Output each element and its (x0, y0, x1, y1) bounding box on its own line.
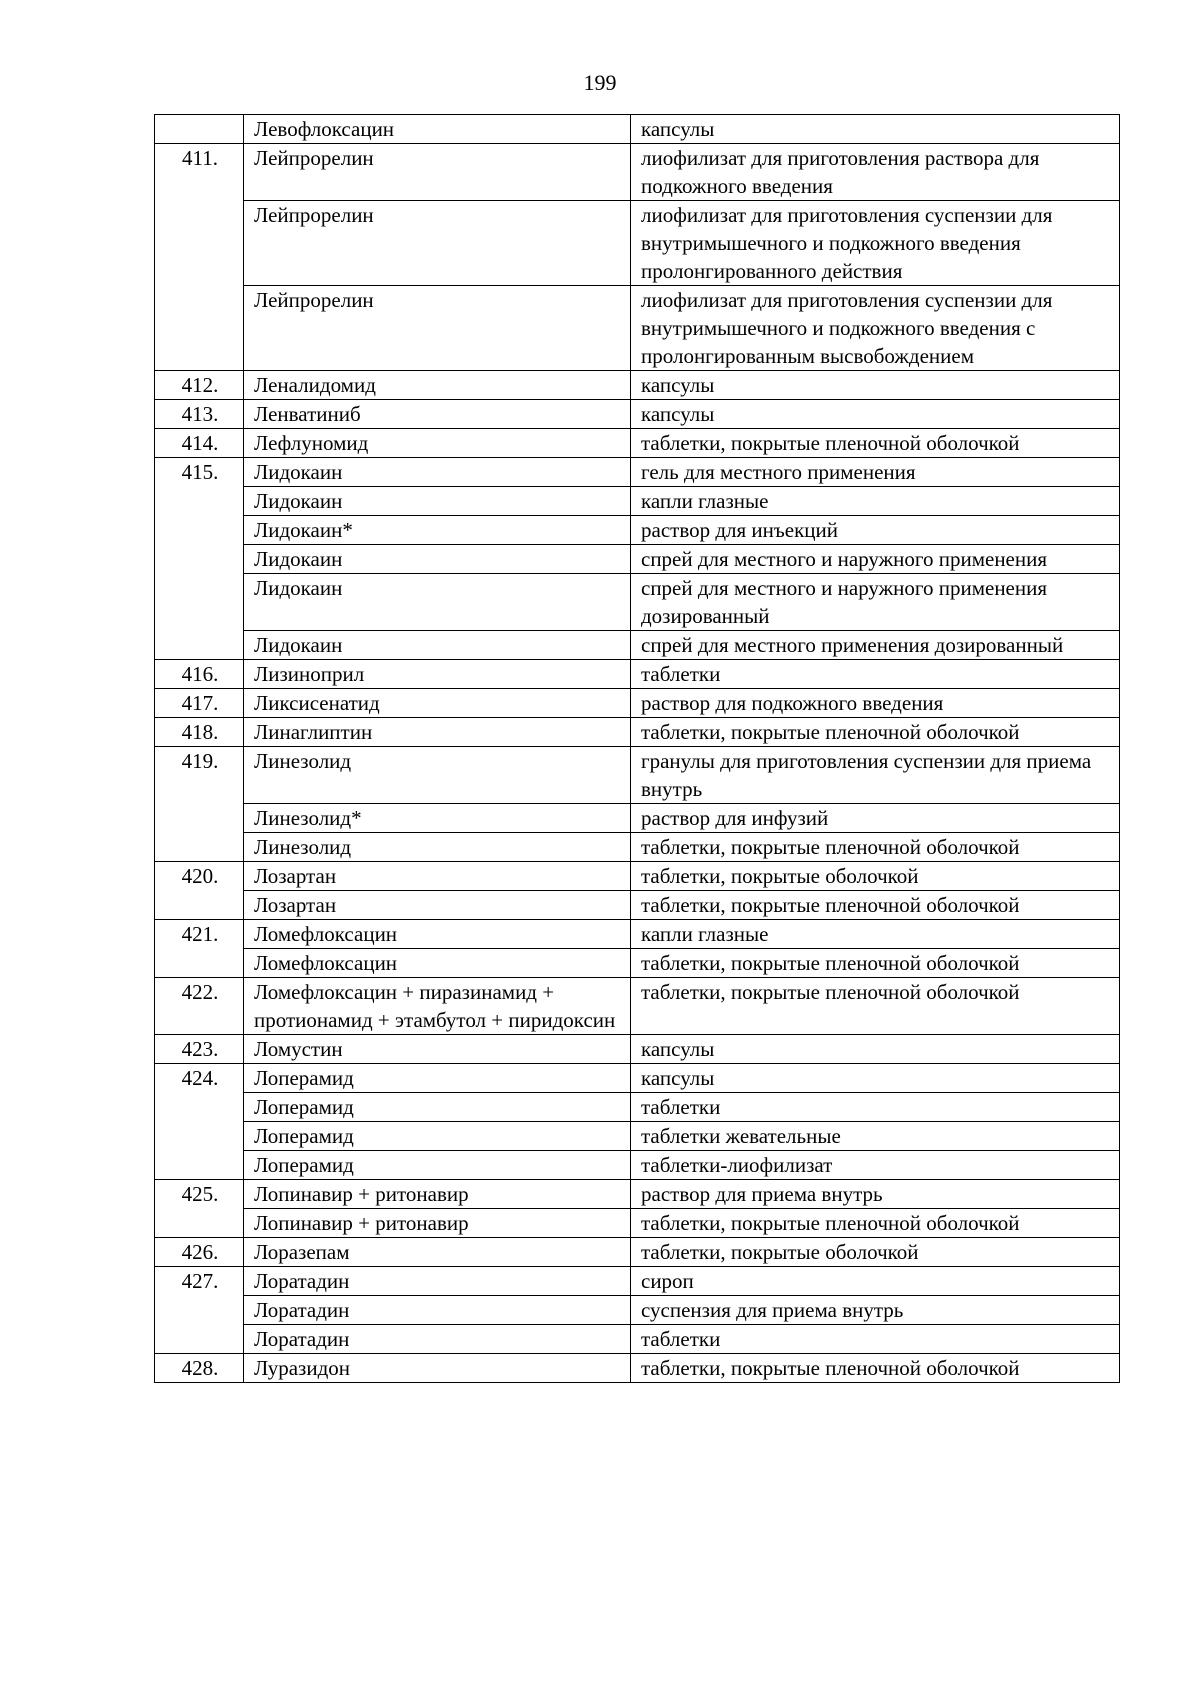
drug-name-cell: Лоратадин (244, 1325, 631, 1354)
drug-name-cell: Лидокаин (244, 487, 631, 516)
table-row (155, 400, 1120, 429)
table-row (155, 1238, 1120, 1267)
dosage-form-cell: гель для местного применения (631, 458, 1120, 487)
drug-name-cell: Лизиноприл (244, 660, 631, 689)
row-number-cell: 427. (155, 1267, 244, 1354)
row-number-cell: 422. (155, 978, 244, 1035)
row-number-cell: 419. (155, 747, 244, 862)
drug-name-cell: Линезолид* (244, 804, 631, 833)
drug-name-cell: Ломефлоксацин + пиразинамид + протионамид + этамбутол + пиридоксин (244, 978, 631, 1035)
dosage-form-cell: таблетки, покрытые пленочной оболочкой (631, 1209, 1120, 1238)
drug-name-cell: Левофлоксацин (244, 115, 631, 144)
table-row (155, 1209, 1120, 1238)
drug-name-cell: Лопинавир + ритонавир (244, 1180, 631, 1209)
dosage-form-cell: таблетки, покрытые пленочной оболочкой (631, 718, 1120, 747)
row-number-cell: 417. (155, 689, 244, 718)
dosage-form-cell: таблетки, покрытые пленочной оболочкой (631, 978, 1120, 1035)
page-number: 199 (583, 70, 617, 95)
drug-name-cell: Лоперамид (244, 1122, 631, 1151)
dosage-form-cell: таблетки, покрытые пленочной оболочкой (631, 429, 1120, 458)
row-number-cell: 421. (155, 920, 244, 978)
table-row (155, 286, 1120, 371)
row-number-cell: 414. (155, 429, 244, 458)
table-row (155, 371, 1120, 400)
dosage-form-cell: суспензия для приема внутрь (631, 1296, 1120, 1325)
drug-name-cell: Лоратадин (244, 1267, 631, 1296)
drug-name-cell: Лидокаин (244, 631, 631, 660)
dosage-form-cell: спрей для местного и наружного применения (631, 545, 1120, 574)
drug-name-cell: Лозартан (244, 862, 631, 891)
dosage-form-cell: капсулы (631, 1035, 1120, 1064)
drug-name-cell: Лоратадин (244, 1296, 631, 1325)
table-row (155, 1267, 1120, 1296)
drug-name-cell: Лейпрорелин (244, 144, 631, 201)
table-row (155, 1122, 1120, 1151)
table-row (155, 1064, 1120, 1093)
drug-name-cell: Лидокаин* (244, 516, 631, 545)
drug-name-cell: Лопинавир + ритонавир (244, 1209, 631, 1238)
table-row (155, 1093, 1120, 1122)
table-row (155, 574, 1120, 631)
row-number-cell: 415. (155, 458, 244, 660)
table-body (155, 115, 1120, 1383)
dosage-form-cell: лиофилизат для приготовления суспензии для внутримышечного и подкожного введения пролонгированного действия (631, 201, 1120, 286)
table-row (155, 891, 1120, 920)
table-row (155, 487, 1120, 516)
table-row (155, 978, 1120, 1035)
dosage-form-cell: лиофилизат для приготовления суспензии для внутримышечного и подкожного введения с пролонгированным высвобождением (631, 286, 1120, 371)
dosage-form-cell: раствор для подкожного введения (631, 689, 1120, 718)
row-number-cell: 418. (155, 718, 244, 747)
row-number-cell: 416. (155, 660, 244, 689)
table-row (155, 718, 1120, 747)
dosage-form-cell: лиофилизат для приготовления раствора для подкожного введения (631, 144, 1120, 201)
table-row (155, 833, 1120, 862)
drug-name-cell: Луразидон (244, 1354, 631, 1383)
table-row (155, 631, 1120, 660)
dosage-form-cell: капсулы (631, 115, 1120, 144)
row-number-cell: 424. (155, 1064, 244, 1180)
table-row (155, 429, 1120, 458)
dosage-form-cell: таблетки-лиофилизат (631, 1151, 1120, 1180)
drug-name-cell: Лозартан (244, 891, 631, 920)
drug-table (154, 114, 1120, 1383)
table-row (155, 458, 1120, 487)
drug-name-cell: Линаглиптин (244, 718, 631, 747)
dosage-form-cell: раствор для инфузий (631, 804, 1120, 833)
dosage-form-cell: таблетки, покрытые пленочной оболочкой (631, 891, 1120, 920)
table-row (155, 689, 1120, 718)
dosage-form-cell: капли глазные (631, 487, 1120, 516)
table-row (155, 1325, 1120, 1354)
table-row (155, 920, 1120, 949)
drug-name-cell: Леналидомид (244, 371, 631, 400)
drug-name-cell: Линезолид (244, 747, 631, 804)
dosage-form-cell: таблетки, покрытые пленочной оболочкой (631, 833, 1120, 862)
table-row (155, 949, 1120, 978)
dosage-form-cell: раствор для инъекций (631, 516, 1120, 545)
dosage-form-cell: таблетки, покрытые пленочной оболочкой (631, 949, 1120, 978)
dosage-form-cell: таблетки, покрытые оболочкой (631, 862, 1120, 891)
row-number-cell: 426. (155, 1238, 244, 1267)
drug-name-cell: Лидокаин (244, 545, 631, 574)
drug-name-cell: Ленватиниб (244, 400, 631, 429)
dosage-form-cell: таблетки (631, 660, 1120, 689)
drug-name-cell: Лоперамид (244, 1151, 631, 1180)
table-row (155, 1354, 1120, 1383)
row-number-cell: 428. (155, 1354, 244, 1383)
table-row (155, 516, 1120, 545)
drug-name-cell: Лефлуномид (244, 429, 631, 458)
dosage-form-cell: раствор для приема внутрь (631, 1180, 1120, 1209)
drug-name-cell: Лоперамид (244, 1093, 631, 1122)
drug-name-cell: Ломефлоксацин (244, 920, 631, 949)
dosage-form-cell: капсулы (631, 400, 1120, 429)
dosage-form-cell: капли глазные (631, 920, 1120, 949)
row-number-cell: 425. (155, 1180, 244, 1238)
table-row (155, 1035, 1120, 1064)
dosage-form-cell: таблетки, покрытые оболочкой (631, 1238, 1120, 1267)
row-number-cell: 420. (155, 862, 244, 920)
row-number-cell: 413. (155, 400, 244, 429)
drug-name-cell: Лейпрорелин (244, 201, 631, 286)
dosage-form-cell: спрей для местного и наружного применения дозированный (631, 574, 1120, 631)
drug-name-cell: Линезолид (244, 833, 631, 862)
table-row (155, 862, 1120, 891)
table-row (155, 201, 1120, 286)
table-row (155, 545, 1120, 574)
table-row (155, 747, 1120, 804)
drug-name-cell: Ломефлоксацин (244, 949, 631, 978)
dosage-form-cell: сироп (631, 1267, 1120, 1296)
dosage-form-cell: таблетки (631, 1093, 1120, 1122)
table-row (155, 1151, 1120, 1180)
dosage-form-cell: капсулы (631, 371, 1120, 400)
dosage-form-cell: таблетки, покрытые пленочной оболочкой (631, 1354, 1120, 1383)
row-number-cell: 423. (155, 1035, 244, 1064)
row-number-cell: 412. (155, 371, 244, 400)
drug-name-cell: Ломустин (244, 1035, 631, 1064)
table-row (155, 660, 1120, 689)
drug-name-cell: Лидокаин (244, 574, 631, 631)
dosage-form-cell: таблетки жевательные (631, 1122, 1120, 1151)
dosage-form-cell: спрей для местного применения дозированный (631, 631, 1120, 660)
table-row (155, 1296, 1120, 1325)
drug-name-cell: Ликсисенатид (244, 689, 631, 718)
table-row (155, 144, 1120, 201)
dosage-form-cell: таблетки (631, 1325, 1120, 1354)
row-number-cell (155, 115, 244, 144)
drug-name-cell: Лейпрорелин (244, 286, 631, 371)
row-number-cell: 411. (155, 144, 244, 371)
dosage-form-cell: капсулы (631, 1064, 1120, 1093)
table-row (155, 804, 1120, 833)
table-row (155, 1180, 1120, 1209)
dosage-form-cell: гранулы для приготовления суспензии для приема внутрь (631, 747, 1120, 804)
drug-name-cell: Лидокаин (244, 458, 631, 487)
table-row (155, 115, 1120, 144)
drug-name-cell: Лоперамид (244, 1064, 631, 1093)
drug-name-cell: Лоразепам (244, 1238, 631, 1267)
